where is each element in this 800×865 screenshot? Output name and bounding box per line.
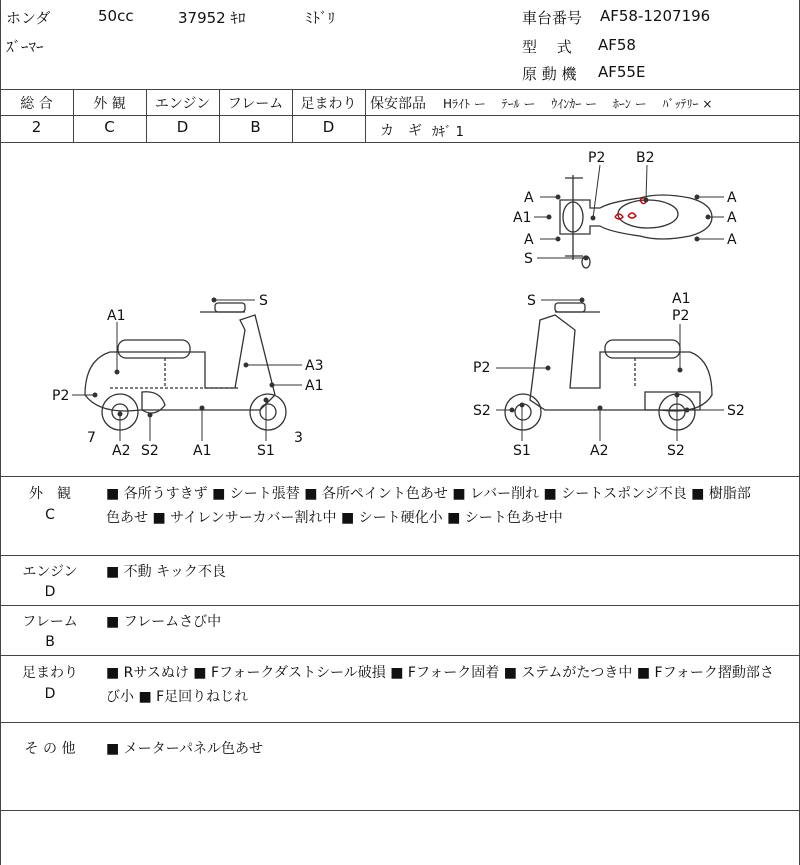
remark-text-engine: ■ 不動 キック不良	[106, 564, 226, 580]
remark-text-other: ■ メーターパネル色あせ	[106, 741, 263, 757]
grade-value-engine: D	[176, 118, 189, 136]
label-top-a-3: A	[727, 190, 737, 206]
type-value: AF58	[598, 36, 636, 54]
grade-value-exterior: C	[104, 118, 115, 136]
engine-value: AF55E	[598, 63, 646, 81]
divider	[0, 89, 800, 90]
label-right-s: S	[527, 293, 536, 309]
remark-grade-frame: B	[45, 634, 55, 650]
grade-label-suspension: 足まわり	[300, 96, 357, 112]
grade-value-suspension: D	[322, 118, 335, 136]
label-right-a2: A2	[590, 443, 609, 459]
label-top-a-4: A	[727, 210, 737, 226]
remark-text-exterior-2: 色あせ ■ サイレンサーカバー割れ中 ■ シート硬化小 ■ シート色あせ中	[106, 510, 563, 526]
label-left-a1b: A1	[305, 378, 324, 394]
remark-grade-suspension: D	[44, 686, 56, 702]
label-left-a1c: A1	[193, 443, 212, 459]
remark-grade-engine: D	[44, 584, 56, 600]
remark-label-suspension: 足まわり	[22, 665, 78, 681]
divider	[0, 476, 800, 477]
damage-diagram	[0, 143, 800, 476]
label-left-s1: S1	[257, 443, 275, 459]
divider	[0, 555, 800, 556]
remark-text-exterior-1: ■ 各所うすきず ■ シート張替 ■ 各所ペイント色あせ ■ レバー削れ ■ シートスポンジ不良 ■ 樹脂部	[106, 486, 751, 502]
label-right-s2: S2	[473, 403, 491, 419]
label-top-a1: A1	[513, 210, 532, 226]
grade-label-overall: 総 合	[20, 96, 53, 112]
remark-text-suspension-2: び小 ■ F足回りねじれ	[106, 689, 249, 705]
label-top-s: S	[524, 251, 533, 267]
label-right-a1: A1	[672, 291, 691, 307]
label-left-s2: S2	[141, 443, 159, 459]
label-left-s: S	[259, 293, 268, 309]
grade-label-engine: エンジン	[154, 96, 211, 112]
divider	[0, 115, 800, 116]
engine-label: 原 動 機	[522, 65, 577, 83]
remark-label-engine: エンジン	[22, 564, 78, 580]
label-top-b2: B2	[636, 150, 655, 166]
safety-parts-label: 保安部品	[370, 96, 426, 112]
label-right-p2b: P2	[473, 360, 491, 376]
grade-value-frame: B	[250, 118, 261, 136]
label-top-a-2: A	[524, 232, 534, 248]
maker: ホンダ	[6, 9, 51, 27]
grade-label-exterior: 外 観	[93, 96, 126, 112]
mileage: 37952 ｷﾛ	[178, 9, 246, 27]
label-left-a1: A1	[107, 308, 126, 324]
label-left-p2: P2	[52, 388, 70, 404]
frame-number-label: 車台番号	[522, 9, 583, 27]
remark-label-other: そ の 他	[24, 741, 76, 757]
key-value: ｶｷﾞ 1	[432, 125, 464, 140]
remark-text-frame: ■ フレームさび中	[106, 614, 222, 630]
label-top-p2: P2	[588, 150, 606, 166]
label-left-seven: 7	[87, 430, 96, 446]
scooter-top-view	[560, 175, 712, 268]
label-top-a-5: A	[727, 232, 737, 248]
color: ﾐﾄﾞﾘ	[305, 9, 336, 27]
remark-label-exterior: 外 観	[29, 486, 71, 502]
frame-number-value: AF58-1207196	[600, 7, 711, 25]
label-left-a3: A3	[305, 358, 324, 374]
divider	[0, 722, 800, 723]
grade-value-overall: 2	[31, 118, 42, 136]
grade-label-frame: フレーム	[227, 96, 284, 112]
divider	[0, 810, 800, 811]
remark-text-suspension-1: ■ Rサスぬけ ■ Fフォークダストシール破損 ■ Fフォーク固着 ■ ステムがたつき中 ■ Fフォーク摺動部さ	[106, 665, 774, 681]
divider	[0, 655, 800, 656]
divider	[0, 605, 800, 606]
safety-parts-items: Hﾗｲﾄ ー ﾃｰﾙ ー ｳｲﾝｶｰ ー ﾎｰﾝ ー ﾊﾞｯﾃﾘｰ ×	[443, 97, 713, 111]
label-right-s1: S1	[513, 443, 531, 459]
displacement: 50cc	[98, 7, 134, 25]
remark-grade-exterior: C	[45, 507, 55, 523]
label-right-s2c: S2	[667, 443, 685, 459]
label-right-p2: P2	[672, 308, 690, 324]
type-label: 型 式	[522, 38, 572, 56]
label-left-a2: A2	[112, 443, 131, 459]
remark-label-frame: フレーム	[22, 614, 78, 630]
label-top-a-1: A	[524, 190, 534, 206]
model-name: ｽﾞｰﾏｰ	[6, 38, 44, 56]
label-right-s2b: S2	[727, 403, 745, 419]
label-left-three: 3	[294, 430, 303, 446]
key-label: カ ギ	[380, 123, 422, 139]
